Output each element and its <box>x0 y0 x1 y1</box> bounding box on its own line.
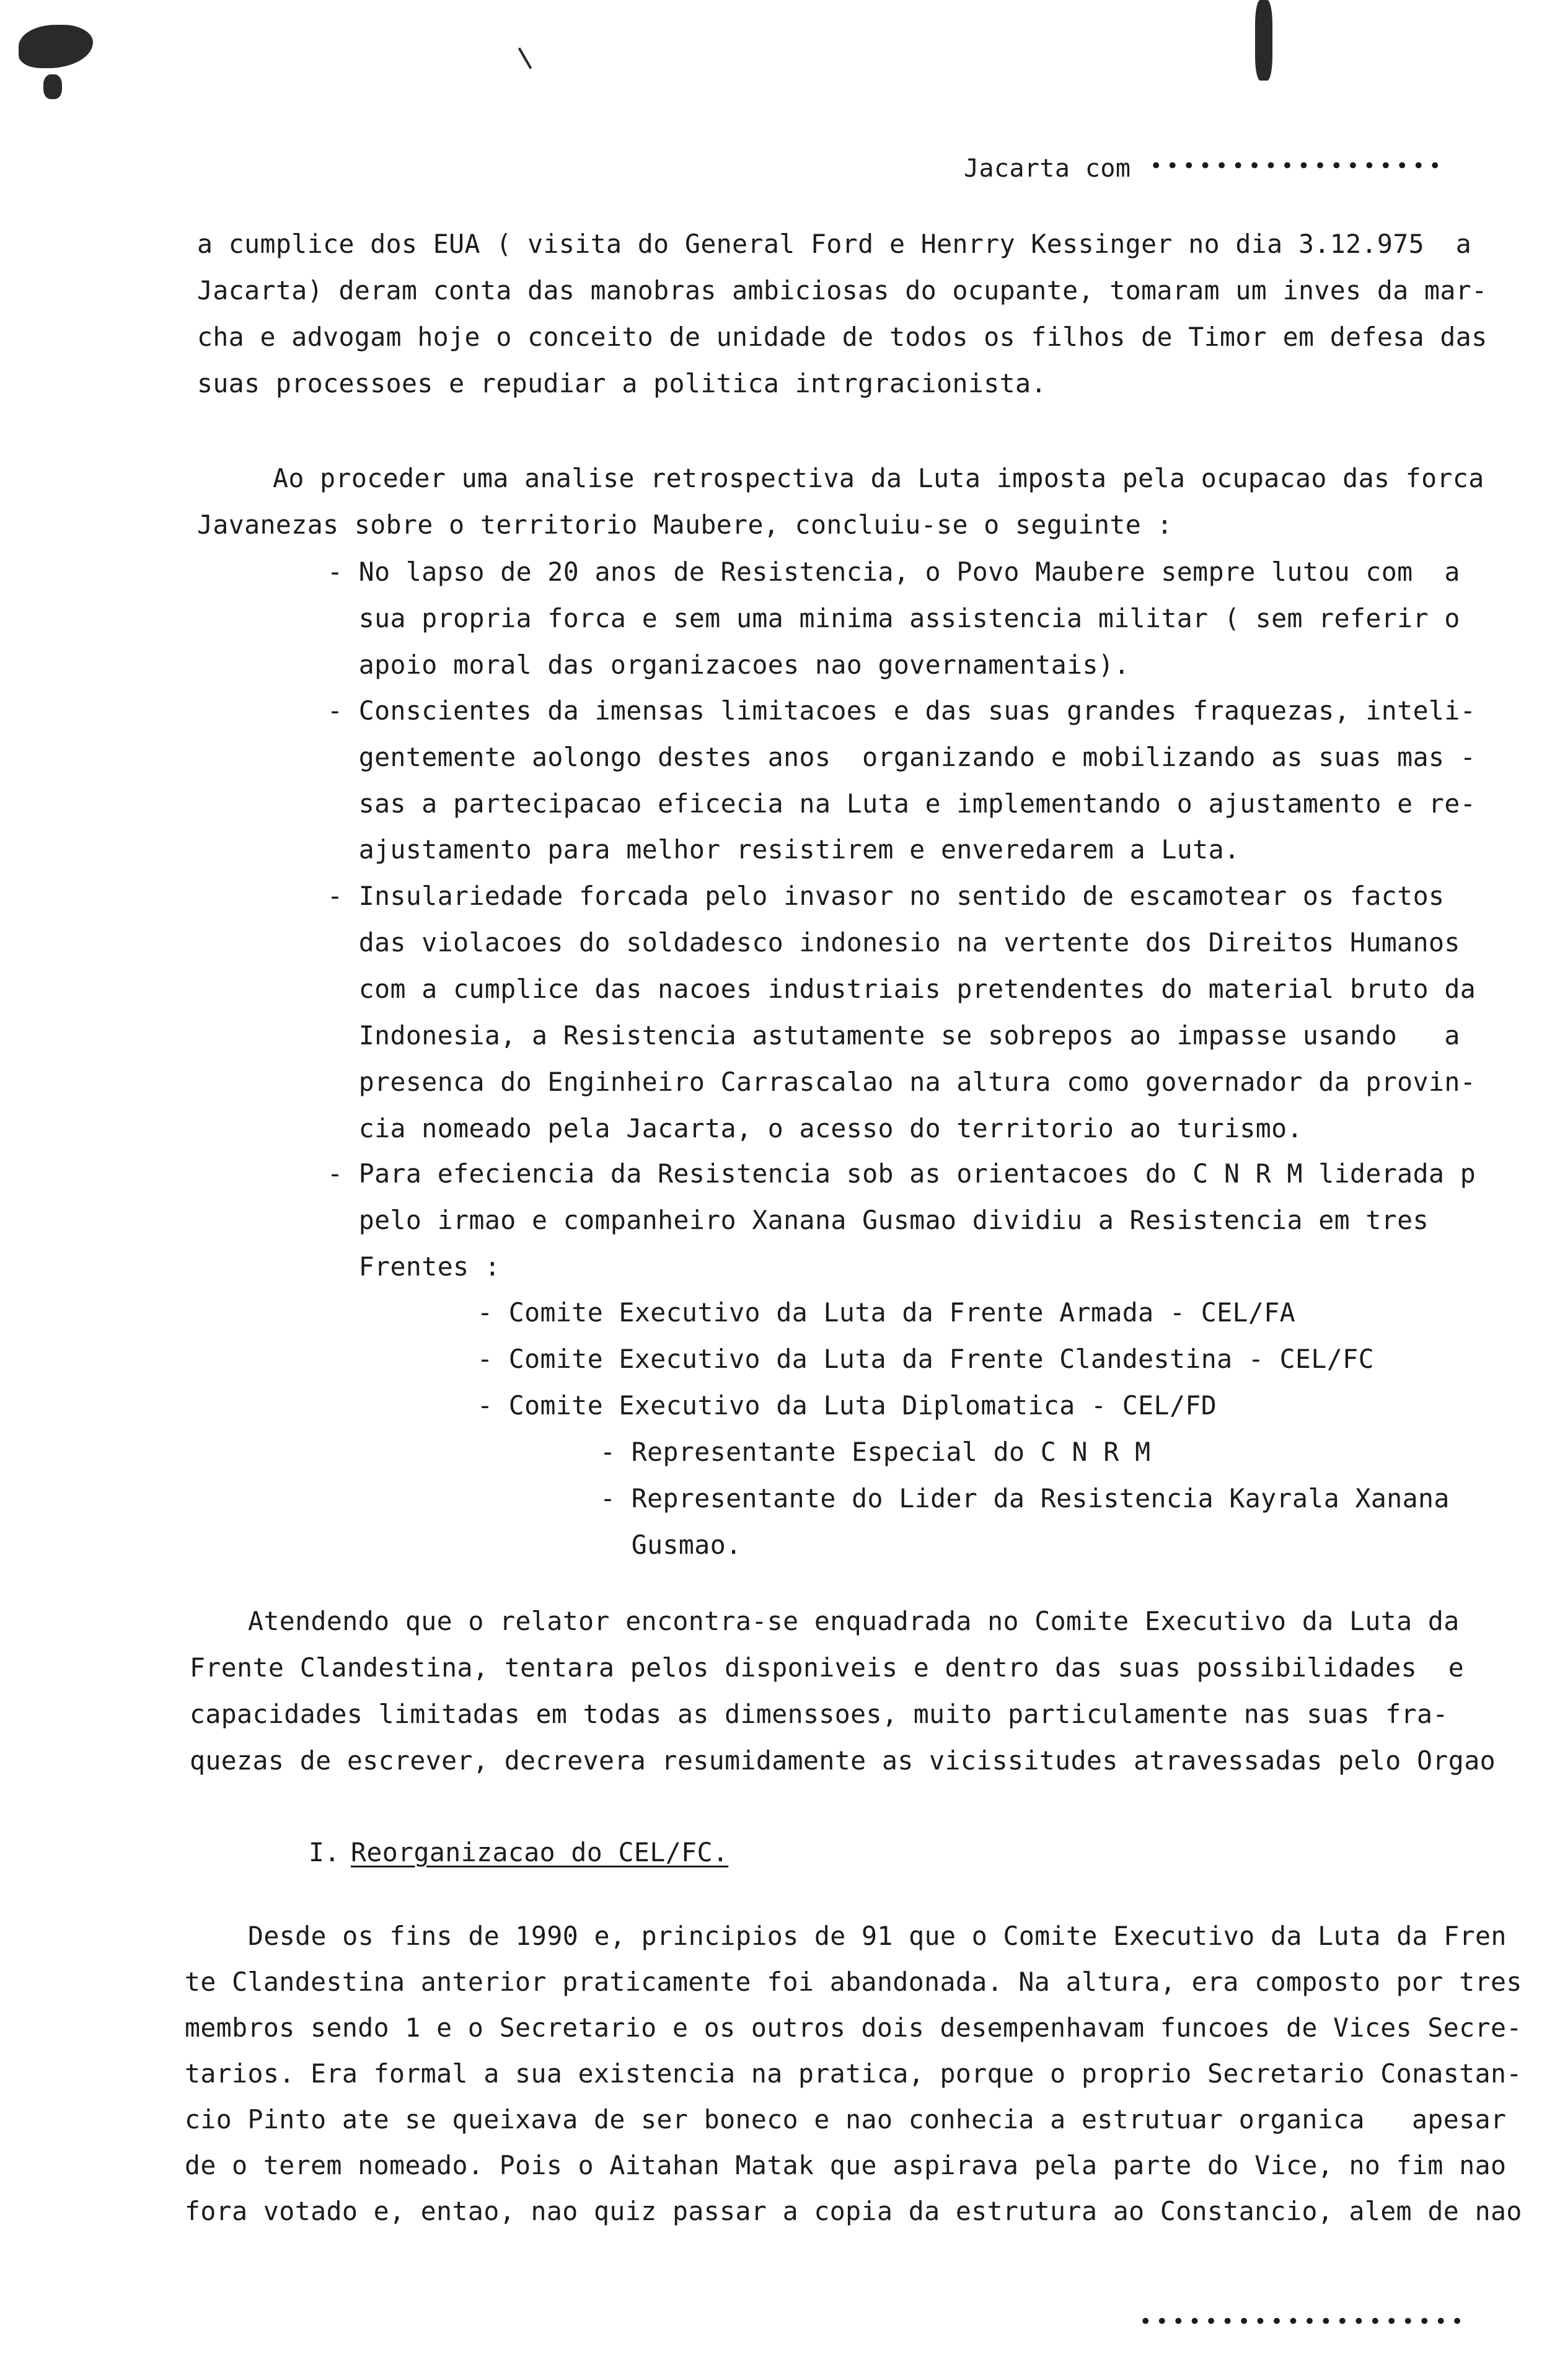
bullet-line: sas a partecipacao eficecia na Luta e implementando o ajustamento e re- <box>327 788 1476 819</box>
bullet-line: gentemente aolongo destes anos organizando e mobilizando as suas mas - <box>327 742 1476 772</box>
intro-line: suas processoes e repudiar a politica intrgracionista. <box>197 368 1047 399</box>
section-line: Desde os fins de 1990 e, principios de 91 que o Comite Executivo da Luta da Fren <box>248 1921 1507 1951</box>
bullet-line: - Para efeciencia da Resistencia sob as orientacoes do C N R M liderada p <box>327 1158 1476 1189</box>
analysis-line: Ao proceder uma analise retrospectiva da Luta imposta pela ocupacao das forca <box>273 463 1484 493</box>
bullet-line: - No lapso de 20 anos de Resistencia, o Povo Maubere sempre lutou com a <box>327 557 1460 587</box>
analysis-line: Javanezas sobre o territorio Maubere, concluiu-se o seguinte : <box>197 509 1173 540</box>
intro-line: a cumplice dos EUA ( visita do General Ford e Henrry Kessinger no dia 3.12.975 a <box>197 229 1472 259</box>
section-title: Reorganizacao do CEL/FC. <box>351 1837 729 1867</box>
ink-blot-small <box>43 74 62 99</box>
bullet-line: com a cumplice das nacoes industriais pretendentes do material bruto da <box>327 974 1476 1004</box>
bullet-line: - Insulariedade forcada pelo invasor no sentido de escamotear os factos <box>327 881 1445 911</box>
section-line: te Clandestina anterior praticamente foi abandonada. Na altura, era composto por tres <box>185 1967 1522 1997</box>
header-location: Jacarta com <box>964 154 1131 183</box>
bullet-line: das violacoes do soldadesco indonesio na vertente dos Direitos Humanos <box>327 927 1460 958</box>
bullet-line: Indonesia, a Resistencia astutamente se sobrepos ao impasse usando a <box>327 1020 1460 1051</box>
bullet-line: ajustamento para melhor resistirem e enveredarem a Luta. <box>327 834 1240 865</box>
front-item: - Comite Executivo da Luta da Frente Clandestina - CEL/FC <box>477 1344 1374 1374</box>
section-line: membros sendo 1 e o Secretario e os outros dois desempenhavam funcoes de Vices Secre- <box>185 2012 1522 2043</box>
front-item: - Comite Executivo da Luta da Frente Armada - CEL/FA <box>477 1297 1296 1328</box>
section-line: fora votado e, entao, nao quiz passar a copia da estrutura ao Constancio, alem de nao <box>185 2196 1522 2226</box>
representative-item: - Representante Especial do C N R M <box>600 1437 1151 1467</box>
bullet-line: cia nomeado pela Jacarta, o acesso do territorio ao turismo. <box>327 1113 1303 1144</box>
representative-item: Gusmao. <box>600 1530 742 1560</box>
header-redaction-dots: •••••••••••••••••• <box>1150 154 1445 178</box>
section-number: I. <box>309 1837 340 1867</box>
intro-line: cha e advogam hoje o conceito de unidade de todos os filhos de Timor em defesa das <box>197 322 1488 352</box>
footer-redaction-dots: •••••••••••••••••••• <box>1139 2309 1468 2334</box>
bullet-line: - Conscientes da imensas limitacoes e das suas grandes fraquezas, inteli- <box>327 695 1476 726</box>
relator-line: quezas de escrever, decrevera resumidamente as vicissitudes atravessadas pelo Orgao <box>190 1745 1496 1776</box>
representative-item: - Representante do Lider da Resistencia Kayrala Xanana <box>600 1483 1450 1514</box>
front-item: - Comite Executivo da Luta Diplomatica - CEL/FD <box>477 1390 1217 1421</box>
bullet-line: sua propria forca e sem uma minima assistencia militar ( sem referir o <box>327 603 1460 633</box>
intro-line: Jacarta) deram conta das manobras ambiciosas do ocupante, tomaram um inves da mar- <box>197 275 1488 306</box>
section-line: cio Pinto ate se queixava de ser boneco e nao conhecia a estrutuar organica apesar <box>185 2104 1507 2135</box>
ink-stroke <box>518 48 532 69</box>
relator-line: Frente Clandestina, tentara pelos disponiveis e dentro das suas possibilidades e <box>190 1652 1465 1683</box>
section-line: de o terem nomeado. Pois o Aitahan Matak que aspirava pela parte do Vice, no fim nao <box>185 2150 1507 2180</box>
bullet-line: Frentes : <box>327 1251 501 1282</box>
ink-blot <box>19 25 93 68</box>
bullet-line: presenca do Enginheiro Carrascalao na altura como governador da provin- <box>327 1067 1476 1097</box>
ink-mark-right <box>1255 0 1272 81</box>
bullet-line: apoio moral das organizacoes nao governamentais). <box>327 650 1130 680</box>
bullet-line: pelo irmao e companheiro Xanana Gusmao dividiu a Resistencia em tres <box>327 1205 1429 1235</box>
section-line: tarios. Era formal a sua existencia na pratica, porque o proprio Secretario Conastan- <box>185 2058 1522 2089</box>
relator-line: capacidades limitadas em todas as dimenssoes, muito particulamente nas suas fra- <box>190 1699 1448 1729</box>
relator-line: Atendendo que o relator encontra-se enquadrada no Comite Executivo da Luta da <box>248 1606 1460 1636</box>
